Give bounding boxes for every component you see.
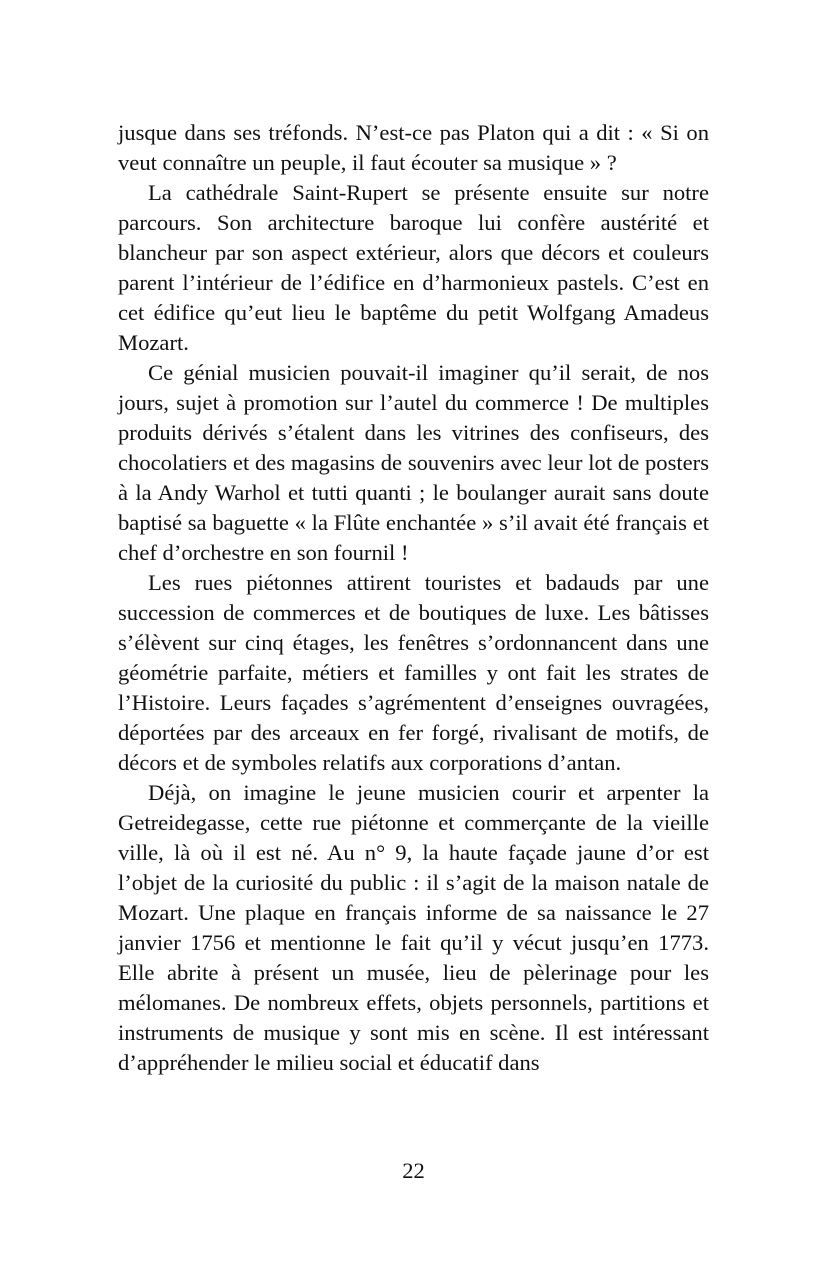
paragraph-cathedral: La cathédrale Saint-Rupert se présente ensuite sur notre parcours. Son architecture baroque lui confère austérité et blancheur par son aspect extérieur, alors que décors et couleurs parent l’intérieur de l’édifice en d’harmonieux pastels. C’est en cet édifice qu’eut lieu le baptême du petit Wolfgang Amadeus Mozart. [118, 180, 709, 355]
paragraph-getreidegasse: Déjà, on imagine le jeune musicien courir et arpenter la Getreidegasse, cette rue piétonne et commerçante de la vieille ville, là où il est né. Au n° 9, la haute façade jaune d’or est l’objet de la curiosité du public : il s’agit de la maison natale de Mozart. Une plaque en français informe de sa naissance le 27 janvier 1756 et mentionne le fait qu’il y vécut jusqu’en 1773. Elle abrite à présent un musée, lieu de pèlerinage pour les mélomanes. De nombreux effets, objets personnels, partitions et instruments de musique y sont mis en scène. Il est intéressant d’appréhender le milieu social et éducatif dans [118, 780, 709, 1075]
page-body [118, 118, 709, 1078]
paragraph-commerce: Ce génial musicien pouvait-il imaginer qu’il serait, de nos jours, sujet à promotion sur l’autel du commerce ! De multiples produits dérivés s’étalent dans les vitrines des confiseurs, des chocolatiers et des magasins de souvenirs avec leur lot de posters à la Andy Warhol et tutti quanti ; le boulanger aurait sans doute baptisé sa baguette « la Flûte enchantée » s’il avait été français et chef d’orchestre en son fournil ! [118, 360, 709, 565]
page-number: 22 [402, 1158, 425, 1183]
paragraph-continued: jusque dans ses tréfonds. N’est-ce pas Platon qui a dit : « Si on veut connaître un peuple, il faut écouter sa musique » ? [118, 120, 709, 175]
paragraph-pedestrian-streets: Les rues piétonnes attirent touristes et badauds par une succession de commerces et de boutiques de luxe. Les bâtisses s’élèvent sur cinq étages, les fenêtres s’ordonnancent dans une géométrie parfaite, métiers et familles y ont fait les strates de l’Histoire. Leurs façades s’agrémentent d’enseignes ouvragées, déportées par des arceaux en fer forgé, rivalisant de motifs, de décors et de symboles relatifs aux corporations d’antan. [118, 570, 709, 775]
